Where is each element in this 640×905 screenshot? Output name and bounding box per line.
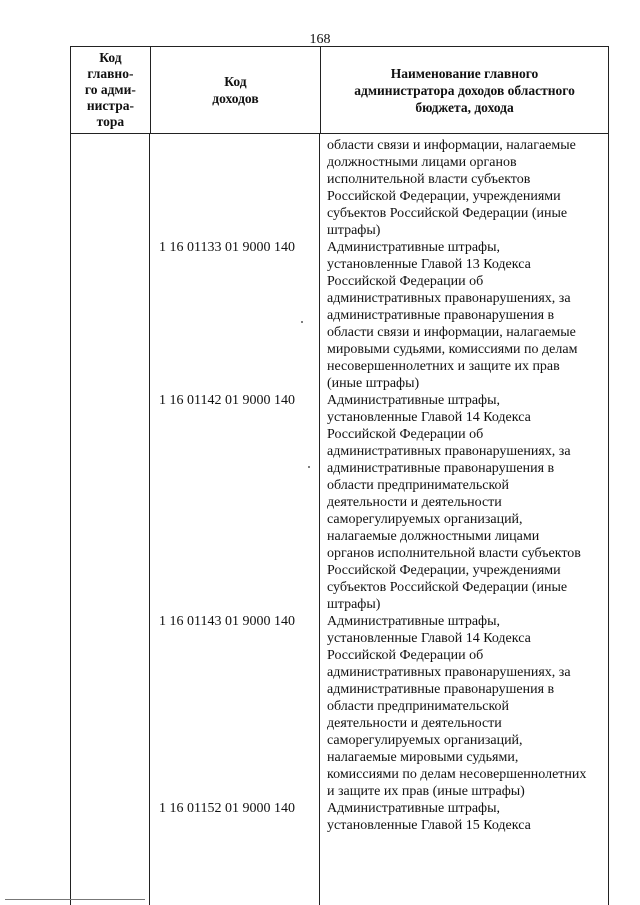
income-description: Административные штрафы, установленные Главой 15 Кодекса (327, 801, 531, 833)
table-row (0, 392, 640, 613)
table-header (70, 46, 609, 134)
header-row (71, 47, 609, 134)
table-row (0, 613, 640, 800)
header-name-label: Наименование главного администратора доходов областного бюджета, дохода (354, 65, 575, 115)
header-income-code-label: Код доходов (212, 74, 259, 106)
footer-rule (5, 899, 145, 900)
table-row (0, 800, 640, 834)
table-body (0, 137, 640, 834)
scan-speck (301, 321, 303, 323)
header-admin-code-label: Код главно- го адми- нистра- тора (84, 50, 136, 129)
table-row-continuation (0, 137, 640, 239)
income-description: Административные штрафы, установленные Главой 13 Кодекса Российской Федерации об административных правонарушениях, за административные правонарушения в области связи и информации, налагаемые мировыми судьями, комиссиями по делам несовершеннолетних и защите их прав (иные штрафы) (327, 240, 578, 391)
income-code: 1 16 01142 01 9000 140 (159, 393, 295, 408)
header-admin-code (71, 47, 151, 134)
page-number: 168 (309, 32, 331, 47)
income-code: 1 16 01143 01 9000 140 (159, 614, 295, 629)
income-description: области связи и информации, налагаемые должностными лицами органов исполнительной власти субъектов Российской Федерации, учреждениями субъектов Российской Федерации (иные штрафы) (327, 138, 576, 238)
income-description: Административные штрафы, установленные Главой 14 Кодекса Российской Федерации об административных правонарушениях, за административные правонарушения в области предпринимательской деятельности и деятельности саморегулируемых организаций, налагаемые мировыми судьями, комиссиями по делам несовершеннолетних и защите их прав (иные штрафы) (327, 614, 587, 799)
header-income-code (150, 47, 320, 134)
table-row (0, 239, 640, 392)
income-description: Административные штрафы, установленные Главой 14 Кодекса Российской Федерации об административных правонарушениях, за административные правонарушения в области предпринимательской деятельности и деятельности саморегулируемых организаций, налагаемые должностными лицами органов исполнительной власти субъектов Российской Федерации, учреждениями субъектов Российской Федерации (иные штрафы) (327, 393, 581, 612)
income-code: 1 16 01133 01 9000 140 (159, 240, 295, 255)
income-code: 1 16 01152 01 9000 140 (159, 801, 295, 816)
scan-speck (308, 466, 310, 468)
header-name (321, 47, 609, 134)
